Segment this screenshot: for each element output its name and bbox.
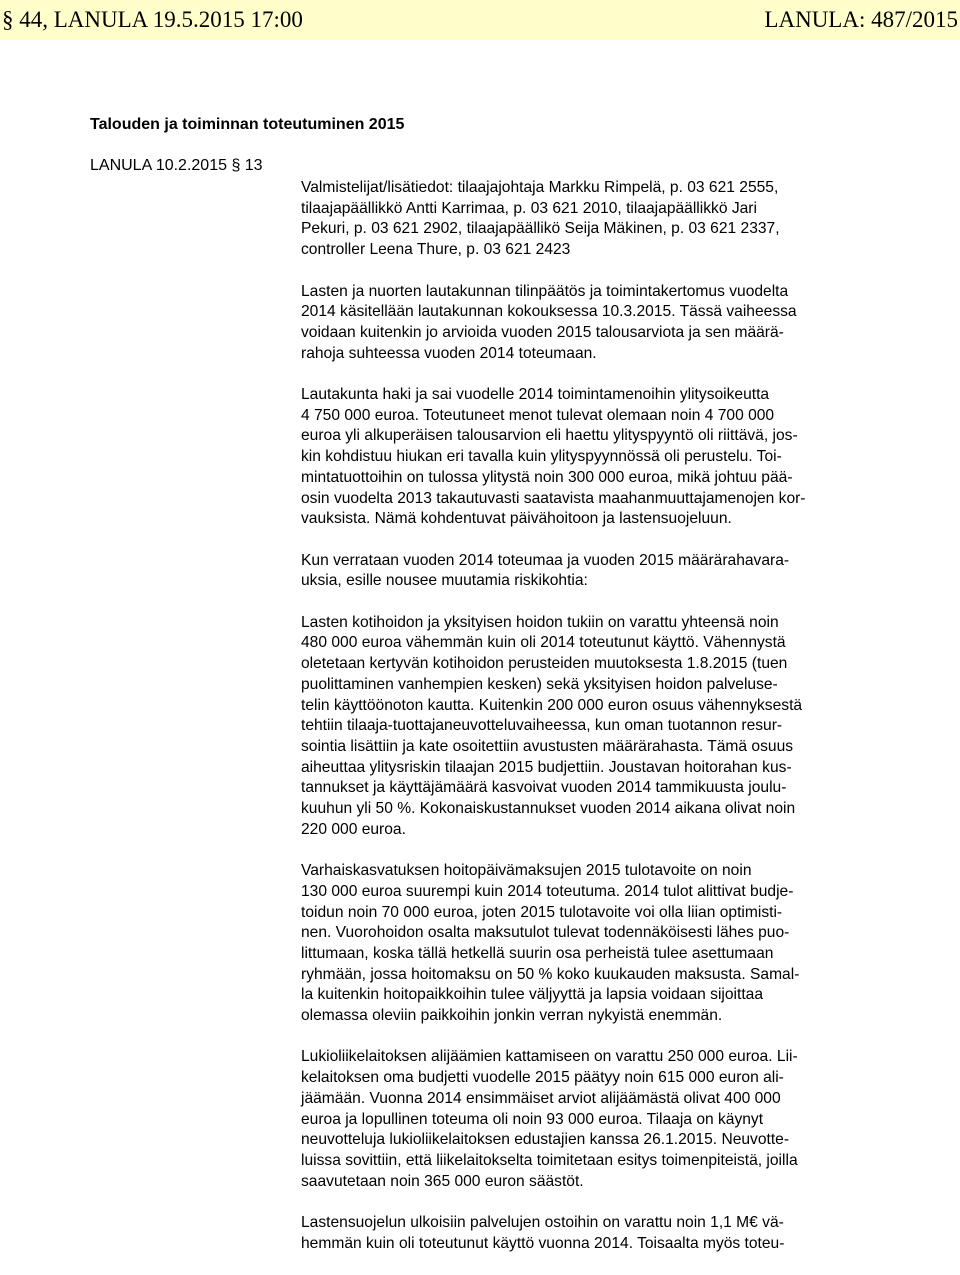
- text-line: vauksista. Nämä kohdentuvat päivähoitoon ja lastensuojeluun.: [301, 510, 732, 528]
- text-line: 2014 käsitellään lautakunnan kokouksessa 10.3.2015. Tässä vaiheessa: [301, 303, 797, 321]
- text-line: luissa sovittiin, että liikelaitokselta toimitetaan esitys toimenpiteistä, joilla: [301, 1151, 798, 1169]
- text-line: uksia, esille nousee muutamia riskikohtia:: [301, 572, 588, 590]
- paragraph: [301, 551, 871, 592]
- text-line: Valmistelijat/lisätiedot: tilaajajohtaja Markku Rimpelä, p. 03 621 2555,: [301, 179, 779, 196]
- meeting-reference: LANULA 10.2.2015 § 13: [90, 157, 263, 174]
- document-title: Talouden ja toiminnan toteutuminen 2015: [90, 116, 405, 133]
- document-body: [301, 178, 871, 1275]
- text-line: tilaajapäällikkö Antti Karrimaa, p. 03 621 2010, tilaajapäällikkö Jari: [301, 199, 757, 217]
- text-line: kelaitoksen oma budjetti vuodelle 2015 päätyy noin 615 000 euron ali-: [301, 1069, 784, 1087]
- text-line: kin kohdistuu hiukan eri tavalla kuin ylityspyynnössä oli perustelu. Toi-: [301, 448, 782, 466]
- paragraph: [301, 861, 871, 1027]
- paragraph: [301, 613, 871, 841]
- text-line: voidaan kuitenkin jo arvioida vuoden 2015 talousarviota ja sen määrä-: [301, 323, 784, 341]
- paragraph: [301, 282, 871, 365]
- text-line: Lasten kotihoidon ja yksityisen hoidon tukiin on varattu yhteensä noin: [301, 613, 779, 631]
- text-line: oletetaan kertyvän kotihoidon perusteiden muutoksesta 1.8.2015 (tuen: [301, 655, 788, 673]
- text-line: controller Leena Thure, p. 03 621 2423: [301, 241, 571, 259]
- text-line: 130 000 euroa suurempi kuin 2014 toteutuma. 2014 tulot alittivat budje-: [301, 882, 794, 900]
- text-line: la kuitenkin hoitopaikkoihin tulee väljyyttä ja lapsia voidaan sijoittaa: [301, 986, 764, 1004]
- text-line: telin käyttöönoton kautta. Kuitenkin 200 000 euron osuus vähennyksestä: [301, 696, 803, 714]
- document-reference: LANULA: 487/2015: [764, 7, 958, 32]
- text-line: mintatuottoihin on tulossa ylitystä noin 300 000 euroa, mikä johtuu pää-: [301, 468, 793, 486]
- paragraph: [301, 1213, 871, 1254]
- text-line: osin vuodelta 2013 takautuvasti saatavista maahanmuuttajamenojen kor-: [301, 489, 806, 507]
- text-line: puolittaminen vanhempien kesken) sekä yksityisen hoidon palveluse-: [301, 675, 778, 693]
- text-line: neuvotteluja lukioliikelaitoksen edustajien kanssa 26.1.2015. Neuvotte-: [301, 1131, 790, 1149]
- text-line: 220 000 euroa.: [301, 820, 406, 838]
- text-line: euroa yli alkuperäisen talousarvion eli haettu ylityspyyntö oli riittävä, jos-: [301, 427, 798, 445]
- text-line: 4 750 000 euroa. Toteutuneet menot tulevat olemaan noin 4 700 000: [301, 406, 775, 424]
- text-line: Lukioliikelaitoksen alijäämien kattamiseen on varattu 250 000 euroa. Lii-: [301, 1048, 798, 1066]
- text-line: saavutetaan noin 365 000 euron säästöt.: [301, 1172, 584, 1190]
- text-line: Lastensuojelun ulkoisiin palvelujen ostoihin on varattu noin 1,1 M€ vä-: [301, 1214, 784, 1232]
- text-line: ryhmään, jossa hoitomaksu on 50 % koko kuukauden maksusta. Samal-: [301, 965, 800, 983]
- text-line: 480 000 euroa vähemmän kuin oli 2014 toteutunut käyttö. Vähennystä: [301, 634, 786, 652]
- paragraph: [301, 385, 871, 530]
- text-line: Lautakunta haki ja sai vuodelle 2014 toimintamenoihin ylitysoikeutta: [301, 386, 770, 403]
- text-line: rahoja suhteessa vuoden 2014 toteumaan.: [301, 344, 597, 362]
- text-line: Varhaiskasvatuksen hoitopäivämaksujen 2015 tulotavoite on noin: [301, 862, 752, 880]
- text-line: Kun verrataan vuoden 2014 toteumaa ja vuoden 2015 määrärahavara-: [301, 551, 790, 569]
- text-line: littumaan, koska tällä hetkellä suurin osa perheistä tulee asettumaan: [301, 944, 774, 962]
- text-line: Lasten ja nuorten lautakunnan tilinpäätös ja toimintakertomus vuodelta: [301, 282, 789, 300]
- text-line: kuuhun yli 50 %. Kokonaiskustannukset vuoden 2014 aikana olivat noin: [301, 800, 796, 818]
- paragraph: [301, 1047, 871, 1192]
- text-line: hemmän kuin oli toteutunut käyttö vuonna 2014. Toisaalta myös toteu-: [301, 1234, 785, 1252]
- text-line: sointia lisättiin ja kate osoitettiin avustusten määrärahasta. Tämä osuus: [301, 737, 794, 755]
- page-header: [0, 0, 960, 40]
- text-line: euroa ja lopullinen toteuma oli noin 93 000 euroa. Tilaaja on käynyt: [301, 1110, 764, 1128]
- text-line: aiheuttaa ylitysriskin tilaajan 2015 budjettiin. Joustavan hoitorahan kus-: [301, 758, 792, 776]
- text-line: Pekuri, p. 03 621 2902, tilaajapäällikö Seija Mäkinen, p. 03 621 2337,: [301, 220, 780, 238]
- text-line: nen. Vuorohoidon osalta maksutulot tulevat todennäköisesti lähes puo-: [301, 924, 790, 942]
- text-line: olemassa oleviin paikkoihin jonkin verran nykyistä enemmän.: [301, 1007, 723, 1025]
- paragraph: [301, 178, 871, 261]
- text-line: toidun noin 70 000 euroa, joten 2015 tulotavoite voi olla liian optimisti-: [301, 903, 783, 921]
- text-line: tannukset ja käyttäjämäärä kasvoivat vuoden 2014 tammikuusta joulu-: [301, 779, 787, 797]
- text-line: tehtiin tilaaja-tuottajaneuvotteluvaiheessa, kun oman tuotannon resur-: [301, 717, 783, 735]
- section-heading: § 44, LANULA 19.5.2015 17:00: [2, 7, 303, 32]
- text-line: jäämään. Vuonna 2014 ensimmäiset arviot alijäämästä olivat 400 000: [301, 1089, 781, 1107]
